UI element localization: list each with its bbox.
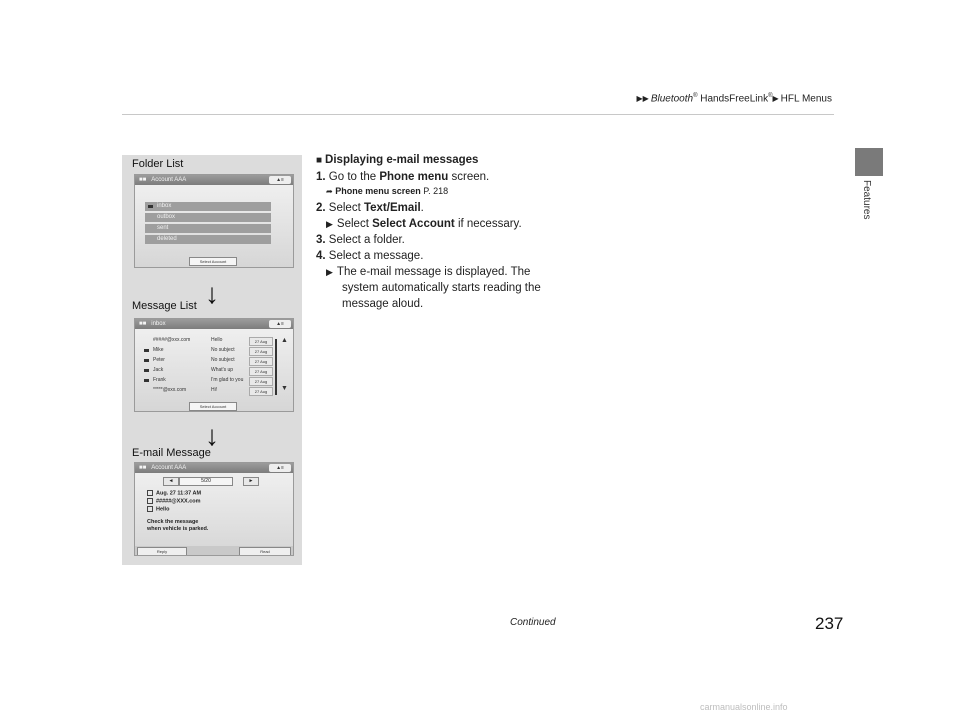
folder-item-deleted[interactable]: deleted <box>145 235 271 244</box>
step-2: 2. Select Text/Email. <box>316 202 424 214</box>
clock-icon <box>147 490 153 496</box>
folder-list-label: Folder List <box>132 158 184 170</box>
message-from: #####@XXX.com <box>147 498 201 504</box>
breadcrumb-hfl-menus: HFL Menus <box>780 93 832 105</box>
screen-title-bar <box>135 319 293 329</box>
signal-status-icon: ▲≡ <box>269 176 291 184</box>
envelope-icon <box>144 359 149 362</box>
step-2-substep: ▶ Select Select Account if necessary. <box>326 218 522 230</box>
instructions <box>316 154 576 312</box>
screen-title: inbox <box>151 321 166 327</box>
message-row[interactable]: Jack What's up 27 Aug <box>141 366 269 375</box>
substep-arrow-icon: ▶ <box>326 219 333 229</box>
signal-status-icon: ▲≡ <box>269 464 291 472</box>
breadcrumb-handsfreelink: HandsFreeLink <box>697 93 769 105</box>
folder-item-outbox[interactable]: outbox <box>145 213 271 222</box>
breadcrumb <box>637 93 833 104</box>
subject-icon <box>147 506 153 512</box>
folder-list-screen <box>134 174 294 268</box>
envelope-icon <box>144 369 149 372</box>
message-row[interactable]: Mike No subject 27 Aug <box>141 346 269 355</box>
message-row[interactable]: *****@xxx.com Hi! 27 Aug <box>141 386 269 395</box>
scroll-down-icon[interactable]: ▼ <box>281 385 288 392</box>
page-reference[interactable]: ➦ Phone menu screen P. 218 <box>326 186 449 196</box>
down-arrow-icon: ↓ <box>205 420 219 451</box>
message-row[interactable]: #####@xxx.com Hello 27 Aug <box>141 336 269 345</box>
message-date: Aug. 27 11:37 AM <box>147 490 201 496</box>
continued-label: Continued <box>510 617 556 628</box>
phone-icon: ■■ <box>139 465 147 471</box>
next-message-button[interactable]: ► <box>243 477 259 486</box>
step-4: 4. Select a message. <box>316 250 424 262</box>
message-action-bar <box>135 546 293 555</box>
envelope-icon <box>144 349 149 352</box>
square-bullet-icon: ■ <box>316 155 323 166</box>
envelope-icon <box>148 205 153 208</box>
breadcrumb-bluetooth: Bluetooth <box>650 93 694 105</box>
breadcrumb-arrow-icon: ▶▶ <box>636 94 649 104</box>
screen-title-bar <box>135 175 293 185</box>
section-tab-marker <box>855 148 883 176</box>
message-row[interactable]: Frank I'm glad to you 27 Aug <box>141 376 269 385</box>
previous-message-button[interactable]: ◄ <box>163 477 179 486</box>
message-list-label: Message List <box>132 300 197 312</box>
folder-item-sent[interactable]: sent <box>145 224 271 233</box>
registered-mark: ® <box>768 93 773 99</box>
select-account-button[interactable]: Select Account <box>189 402 237 411</box>
message-body-line: when vehicle is parked. <box>147 526 209 532</box>
section-title: ■ Displaying e-mail messages <box>316 154 479 166</box>
message-row[interactable]: Peter No subject 27 Aug <box>141 356 269 365</box>
step-4-substep-line: message aloud. <box>342 298 424 310</box>
scroll-up-icon[interactable]: ▲ <box>281 337 288 344</box>
signal-status-icon: ▲≡ <box>269 320 291 328</box>
reference-arrow-icon: ➦ <box>326 187 333 196</box>
message-page-indicator: 5/20 <box>179 477 233 486</box>
down-arrow-icon: ↓ <box>205 278 219 309</box>
phone-icon: ■■ <box>139 321 147 327</box>
reply-button[interactable]: Reply <box>137 547 187 556</box>
registered-mark: ® <box>693 93 698 99</box>
substep-arrow-icon: ▶ <box>326 267 333 277</box>
step-3: 3. Select a folder. <box>316 234 405 246</box>
step-1: 1. Go to the Phone menu screen. <box>316 171 490 183</box>
section-tab-label: Features <box>861 180 872 220</box>
screen-title: Account AAA <box>151 177 187 183</box>
page-number: 237 <box>815 614 844 633</box>
breadcrumb-arrow-icon: ▶ <box>772 94 779 104</box>
select-account-button[interactable]: Select Account <box>189 257 237 266</box>
step-4-substep-line: system automatically starts reading the <box>342 282 541 294</box>
sender-icon <box>147 498 153 504</box>
read-button[interactable]: Read <box>239 547 291 556</box>
phone-icon: ■■ <box>139 177 147 183</box>
message-body-line: Check the message <box>147 519 199 525</box>
email-message-label: E-mail Message <box>132 447 211 459</box>
message-subject: Hello <box>147 506 169 512</box>
step-4-substep: ▶ The e-mail message is displayed. The <box>326 266 531 278</box>
message-list-screen <box>134 318 294 412</box>
scrollbar[interactable] <box>275 339 277 395</box>
folder-item-inbox[interactable]: inbox <box>145 202 271 211</box>
envelope-icon <box>144 379 149 382</box>
watermark: carmanualsonline.info <box>700 702 788 712</box>
screen-title-bar <box>135 463 293 473</box>
email-message-screen <box>134 462 294 556</box>
header-divider <box>122 114 834 115</box>
screen-title: Account AAA <box>151 465 187 471</box>
